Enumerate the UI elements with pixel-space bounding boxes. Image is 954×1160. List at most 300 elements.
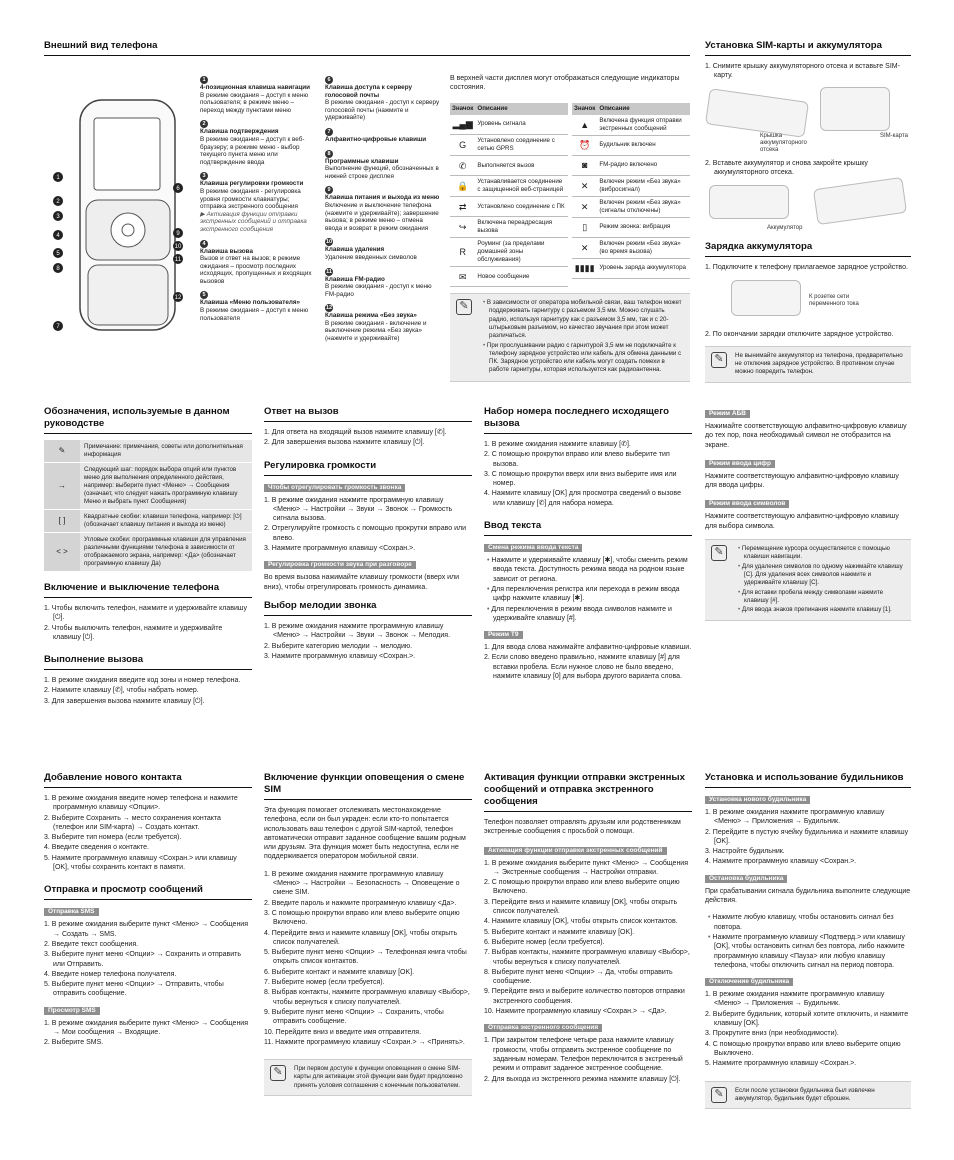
callout-text: В режиме ожидания - доступ к серверу голосовой почты (нажмите и удерживайте)	[325, 99, 440, 122]
section-heading: Обозначения, используемые в данном руководстве	[44, 406, 252, 434]
step-list	[264, 496, 472, 554]
list-item: 2. Выберите категорию мелодии → мелодию.	[264, 642, 413, 650]
callouts-left	[200, 76, 315, 328]
list-item: 4. Нажмите программную клавишу <Сохран.>.	[705, 858, 857, 866]
section-heading: Выполнение вызова	[44, 654, 252, 670]
list-item: 1. В режиме ожидания нажмите программную клавишу <Меню> → Настройки → Звуки → Звонок → Громкость сигнала вызова.	[264, 496, 453, 523]
callout-title: Клавиша режима «Без звука»	[325, 312, 417, 320]
step-list	[264, 870, 472, 1047]
callout-marker	[53, 172, 63, 182]
callout-text: В режиме ожидания – доступ к меню пользователя; в режиме меню – переход между пунктами меню	[200, 91, 309, 114]
note-icon: ✎	[711, 545, 727, 561]
list-item: 1. В режиме ожидания нажмите программную клавишу <Меню> → Настройки → Безопасность → Оповещение о смене SIM.	[264, 870, 460, 897]
callout-item	[200, 240, 315, 286]
list-item: 9. Перейдите вниз и выберите количество повторов отправки экстренного сообщения.	[484, 988, 685, 1005]
note-text: Если после установки будильника был извлечен аккумулятор, будильник будет сброшен.	[735, 1086, 875, 1102]
subsection-label: Активация функции отправки экстренных сообщений	[484, 847, 667, 855]
col-icon: Значок	[572, 103, 597, 115]
list-item: 3. Настройте будильник.	[705, 848, 785, 856]
callout-marker-number: 9	[176, 231, 180, 237]
list-item: 2. Перейдите в пустую ячейку будильника и нажмите клавишу [OK].	[705, 828, 909, 845]
subsection-label: Отправка SMS	[44, 908, 99, 916]
list-item: 2. С помощью прокрутки вправо или влево выберите опцию Включено.	[484, 879, 680, 896]
subsection-label: Режим ввода символов	[705, 500, 789, 508]
paragraph: Нажимайте соответствующую алфавитно-цифровую клавишу до тех пор, пока необходимый символ не отобразится на экране.	[705, 423, 907, 449]
list-item: 3. Прокрутите вниз (при необходимости).	[705, 1030, 839, 1038]
section-heading: Добавление нового контакта	[44, 772, 252, 788]
note-item: • Для ввода знаков препинания нажмите клавишу [1].	[735, 606, 905, 614]
callout-marker	[53, 248, 63, 258]
callout-title: Программные клавиши	[325, 157, 399, 165]
indicator-row	[450, 197, 568, 217]
callout-title: Алфавитно-цифровые клавиши	[325, 135, 427, 143]
callout-title: Клавиша доступа к серверу голосовой почты	[325, 84, 412, 99]
battery-icon: ▮▮▮▮	[572, 258, 597, 278]
column-text-modes	[705, 408, 911, 621]
step-list	[264, 622, 472, 661]
indicator-intro: В верхней части дисплея могут отображаться следующие индикаторы состояния.	[450, 75, 680, 92]
callout-marker	[173, 241, 183, 251]
indicator-desc: Включена переадресация вызова	[475, 217, 568, 238]
indicator-table-right	[572, 103, 690, 279]
section-heading: Ответ на вызов	[264, 406, 472, 422]
section-heading: Зарядка аккумулятора	[705, 241, 911, 257]
indicator-desc: Включен режим «Без звука» (во время вызова)	[597, 237, 690, 258]
callout-title: Клавиша FM-радио	[325, 275, 385, 283]
column-answer-volume	[264, 406, 472, 673]
callout-marker-number: 6	[176, 186, 180, 192]
indicator-desc: Уровень сигнала	[475, 115, 568, 135]
subsection-label: Отключение будильника	[705, 978, 793, 986]
note-icon: ✎	[711, 352, 727, 368]
callout-text: В режиме ожидания – доступ к меню пользователя	[200, 307, 309, 322]
step-list	[44, 676, 252, 706]
list-item: 2. Чтобы выключить телефон, нажмите и удерживайте клавишу [⏻].	[44, 624, 223, 641]
callout-marker-number: 5	[56, 251, 60, 257]
step-list	[44, 920, 252, 998]
note-item: • При прослушивании радио с гарнитурой 3,5 мм не подключайте к телефону зарядное устройство или кабель для обмена данными с ПК. Зарядное устройство или кабель могут создать помехи в работе гарнитуры, которая используется как радиоантенна.	[480, 342, 684, 375]
battery-illustration	[705, 177, 911, 239]
column-sos	[484, 772, 692, 1096]
charge-step: 2. По окончании зарядки отключите зарядное устройство.	[705, 331, 894, 339]
callout-title: Клавиша удаления	[325, 246, 385, 254]
indicators-section	[450, 74, 690, 382]
paragraph: Нажмите соответствующую алфавитно-цифровую клавишу для ввода цифры.	[705, 472, 899, 490]
list-item: 2. Нажмите клавишу [✆], чтобы набрать номер.	[44, 687, 199, 695]
note-item: • Для вставки пробела между символами нажмите клавишу [#].	[735, 589, 905, 606]
list-item: 5. Выберите пункт меню <Опции> → Телефонная книга чтобы открыть список контактов.	[264, 949, 467, 966]
callout-marker	[53, 321, 63, 331]
indicator-row	[572, 155, 690, 175]
step-list	[484, 859, 692, 1017]
charger-illustration	[705, 272, 911, 330]
headset-note	[450, 293, 690, 382]
indicator-row	[572, 237, 690, 258]
list-item: 10. Нажмите программную клавишу <Сохран.> → <Да>.	[484, 1008, 667, 1016]
callout-item	[325, 150, 440, 181]
silent-call-icon: ✕	[572, 237, 597, 258]
legend-symbol: [ ]	[44, 510, 80, 533]
list-item: 2. Выберите будильник, который хотите отключить, и нажмите клавишу [OK].	[705, 1010, 909, 1028]
callout-marker-number: 7	[56, 324, 60, 330]
sim-illustration	[705, 81, 911, 159]
vibration-icon: ▯	[572, 217, 597, 237]
callout-number: 6	[325, 76, 333, 84]
list-item: • Нажмите программную клавишу <Подтверд.> или клавишу [OK], чтобы остановить сигнал без повтора, либо нажмите программную клавишу <Пауза> или любую клавишу телефона, чтобы отключить сигнал на период повтора.	[705, 933, 911, 970]
message-icon: ✉	[450, 267, 475, 287]
step-list	[44, 1019, 252, 1048]
note-icon: ✎	[711, 1087, 727, 1103]
callout-text: В режиме ожидания – доступ к веб-браузеру; в режиме меню - выбор текущего пункта меню или подтверждение ввода	[200, 135, 305, 166]
list-item: 2. С помощью прокрутки вправо или влево выберите тип вызова.	[484, 451, 670, 468]
step-list	[484, 1036, 692, 1083]
fm-radio-icon: ◙	[572, 155, 597, 175]
column-alarms	[705, 772, 911, 1109]
note-box	[705, 539, 911, 621]
note-text: При первом доступе к функции оповещения о смене SIM-карты для активации этой функции вам будет предложено принять условия соглашения с конечным пользователем.	[294, 1065, 463, 1089]
callout-item	[325, 268, 440, 299]
legend-text: Угловые скобки: программные клавиши для управления различными функциями телефона в зависимости от отображаемого экрана, например: <Да> (обозначает программную клавишу Да)	[80, 533, 252, 572]
phone-diagram	[50, 90, 195, 340]
roaming-icon: R	[450, 238, 475, 267]
subsection-label: Отправка экстренного сообщения	[484, 1024, 602, 1032]
list-item: 3. С помощью прокрутки вправо или влево выберите опцию Включено.	[264, 909, 460, 927]
list-item: 6. Выберите номер (если требуется).	[484, 938, 605, 946]
section-heading: Установка и использование будильников	[705, 772, 911, 788]
callout-marker-number: 2	[56, 199, 60, 205]
label-outlet: К розетке сети переменного тока	[809, 294, 859, 308]
paragraph: Нажмите соответствующую алфавитно-цифровую клавишу для выбора символа.	[705, 513, 899, 530]
list-item: 1. Чтобы включить телефон, нажмите и удерживайте клавишу [⏻].	[44, 605, 248, 622]
indicator-desc: Уровень заряда аккумулятора	[597, 258, 690, 278]
callout-marker	[173, 183, 183, 193]
callouts-right	[325, 76, 440, 349]
callout-marker	[53, 196, 63, 206]
note-icon: ✎	[270, 1065, 286, 1081]
callout-text: В режиме ожидания - регулировка уровня громкости клавиатуры; отправка экстренного сообщения	[200, 187, 301, 211]
paragraph: Эта функция помогает отслеживать местонахождение телефона, если он был украден: если кто-то попытается использовать ваш телефон с другой SIM-картой, телефон автоматически отправит заданное сообщение вашим родным или друзьям. Эта функция может быть недоступна, если не поддерживается оператором мобильной связи.	[264, 807, 466, 861]
paragraph: Во время вызова нажимайте клавишу громкости (вверх или вниз), чтобы отрегулировать громкость динамика.	[264, 574, 460, 591]
indicator-desc: Включен режим «Без звука» (вибросигнал)	[597, 175, 690, 196]
list-item: 3. Выберите пункт меню <Опции> → Сохранить и отправить или Отправить.	[44, 951, 242, 968]
note-list	[735, 545, 905, 615]
sim-section	[705, 40, 911, 383]
column-redial-text	[484, 406, 692, 693]
indicator-row	[450, 135, 568, 156]
list-item: 1. В режиме ожидания нажмите программную клавишу <Меню> → Приложения → Будильник.	[705, 809, 885, 826]
symbols-legend	[44, 440, 252, 572]
note-item: • Для удаления символов по одному нажимайте клавишу [C]. Для удаления всех символов нажмите и удерживайте клавишу [C].	[735, 563, 905, 588]
list-item: 3. Нажмите программную клавишу <Сохран.>.	[264, 545, 416, 553]
step-list	[44, 604, 252, 642]
list-item: 10. Перейдите вниз и введите имя отправителя.	[264, 1028, 422, 1036]
list-item: 5. Выберите пункт меню <Опции> → Отправить, чтобы отправить сообщение.	[44, 981, 224, 998]
callout-item	[200, 291, 315, 322]
callout-item	[200, 76, 315, 114]
list-item: 9. Выберите пункт меню <Опции> → Сохранить, чтобы отправить сообщение.	[264, 1008, 444, 1026]
col-desc: Описание	[597, 103, 690, 115]
callout-number: 5	[200, 291, 208, 299]
indicator-row	[572, 135, 690, 155]
indicator-desc: Включен режим «Без звука» (сигналы отключены)	[597, 196, 690, 217]
column-contacts-messages	[44, 772, 252, 1060]
list-item: 1. В режиме ожидания введите номер телефона и нажмите программную клавишу <Опции>.	[44, 795, 238, 812]
list-item: 4. Нажмите клавишу [OK] для просмотра сведений о вызове или клавишу [✆] для набора номера.	[484, 490, 681, 507]
callout-item	[325, 304, 440, 342]
callout-number: 11	[326, 268, 332, 275]
list-item: 1. В режиме ожидания нажмите клавишу [✆].	[484, 441, 631, 448]
indicator-row	[450, 267, 568, 287]
callout-marker-number: 11	[174, 257, 182, 263]
list-item: 5. Нажмите программную клавишу <Сохран.> или клавишу [OK], чтобы сохранить контакт в памяти.	[44, 854, 237, 872]
list-item: 2. Выберите Сохранить → место сохранения контакта (телефон или SIM-карта) → Создать контакт.	[44, 814, 221, 831]
col-icon: Значок	[450, 103, 475, 115]
indicator-row	[450, 238, 568, 267]
list-item: 2. Выберите SMS.	[44, 1039, 104, 1047]
callout-number: 12	[325, 305, 333, 312]
subsection-label: Режим ввода цифр	[705, 460, 775, 468]
callout-item	[325, 76, 440, 122]
callout-marker	[53, 211, 63, 221]
label-cover: Крышка аккумуляторного отсека	[760, 132, 807, 153]
charger-note	[705, 346, 911, 383]
list-item: • Для переключения регистра или перехода в режим ввода цифр нажмите клавишу [✱].	[484, 585, 692, 604]
note-item: • Перемещение курсора осуществляется с помощью клавиши навигации.	[735, 545, 905, 562]
callout-number: 9	[325, 186, 333, 194]
list-item: 2. Введите текст сообщения.	[44, 940, 139, 948]
list-item: 1. В режиме ожидания нажмите программную клавишу <Меню> → Приложения → Будильник.	[705, 991, 885, 1008]
indicator-row	[450, 217, 568, 238]
callout-number: 4	[200, 240, 208, 248]
callout-item	[200, 120, 315, 166]
section-heading: Отправка и просмотр сообщений	[44, 884, 252, 900]
list-item: 2. Если слово введено правильно, нажмите клавишу [#] для вставки пробела. Если нужное слово не было введено, нажмите клавишу [0] для выбора другого варианта слова.	[484, 654, 682, 681]
callout-text: Удаление введенных символов	[325, 253, 417, 261]
indicator-desc: Роуминг (за пределами домашней зоны обслуживания)	[475, 238, 568, 267]
indicator-desc: Будильник включен	[597, 135, 690, 155]
list-item: 4. Перейдите вниз и нажмите клавишу [OK], чтобы открыть список получателей.	[264, 929, 458, 946]
subsection-label: Регулировка громкости звука при разговоре	[264, 561, 416, 569]
list-item: 3. Перейдите вниз и нажмите клавишу [OK], чтобы открыть список получателей.	[484, 898, 678, 916]
callout-number: 7	[325, 128, 333, 136]
section-heading: Выбор мелодии звонка	[264, 600, 472, 616]
callout-title: Клавиша вызова	[200, 247, 253, 255]
note-item: • В зависимости от оператора мобильной связи, ваш телефон может поддерживать гарнитуру с разъемом 3,5 мм. Можно слушать радио, используя гарнитуру как с разъемом 3,5 мм, так и с 20-штырьковым разъемом, но качество звучания при этом может различаться.	[480, 299, 684, 340]
step-list	[705, 913, 911, 970]
paragraph: Телефон позволяет отправлять друзьям или родственникам экстренные сообщения с просьбой о помощи.	[484, 819, 681, 836]
indicator-row	[450, 176, 568, 197]
list-item: 1. В режиме ожидания выберите пункт <Меню> → Сообщения → Создать → SMS.	[44, 921, 249, 938]
silent-vibrate-icon: ✕	[572, 175, 597, 196]
callout-text: Вызов и ответ на вызов; в режиме ожидания – просмотр последних исходящих, пропущенных и входящих вызовов	[200, 255, 312, 285]
list-item: 1. В режиме ожидания выберите пункт <Меню> → Сообщения → Экстренные сообщения → Настройки отправки.	[484, 859, 689, 876]
callout-item	[200, 172, 315, 233]
callout-number: 2	[200, 120, 208, 128]
indicator-row	[450, 156, 568, 176]
legend-row	[44, 510, 252, 533]
list-item: 4. Введите сведения о контакте.	[44, 844, 150, 852]
callout-item	[325, 128, 440, 144]
legend-row	[44, 533, 252, 572]
legend-row	[44, 440, 252, 463]
list-item: 7. Выбрав контакты, нажмите программную клавишу <Выбор>, чтобы вернуться к списку получателей.	[484, 949, 690, 966]
subsection-label: Остановка будильника	[705, 875, 787, 883]
list-item: 1. В режиме ожидания выберите пункт <Меню> → Сообщения → Мои сообщения → Входящие.	[44, 1019, 249, 1037]
legend-row	[44, 463, 252, 510]
sim-step: 2. Вставьте аккумулятор и снова закройте крышку аккумуляторного отсека.	[705, 159, 868, 176]
gprs-icon: G	[450, 135, 475, 156]
indicator-desc: Установлено соединение с сетью GPRS	[475, 135, 568, 156]
callout-text: В режиме ожидания - доступ к меню FM-радио	[325, 283, 432, 298]
label-battery: Аккумулятор	[767, 225, 803, 232]
callout-number: 3	[200, 172, 208, 180]
step-list	[705, 808, 911, 867]
list-item: 4. С помощью прокрутки вправо или влево выберите опцию Выключено.	[705, 1040, 901, 1057]
legend-text: Квадратные скобки: клавиши телефона, например: [⏻] (обозначает клавишу питания и выхода из меню)	[80, 510, 252, 533]
section-heading: Включение и выключение телефона	[44, 582, 252, 598]
call-icon: ✆	[450, 156, 475, 176]
list-item: 8. Выберите пункт меню <Опции> → Да, чтобы отправить сообщение.	[484, 968, 673, 986]
list-item: 3. Нажмите программную клавишу <Сохран.>.	[264, 652, 416, 660]
callout-marker-number: 4	[56, 233, 60, 239]
sos-icon: ▲	[572, 115, 597, 136]
list-item: • Нажмите любую клавишу, чтобы остановить сигнал без повтора.	[705, 913, 911, 932]
legend-symbol: →	[44, 463, 80, 510]
subsection-label: Установка нового будильника	[705, 796, 810, 804]
list-item: • Нажмите и удерживайте клавишу [✱], чтобы сменить режим ввода текста. Доступность режима ввода на родном языке зависит от региона.	[484, 556, 692, 584]
callout-marker	[173, 292, 183, 302]
note-box	[264, 1059, 472, 1096]
section-heading: Активация функции отправки экстренных сообщений и отправка экстренного сообщения	[484, 772, 692, 812]
step-list	[44, 794, 252, 872]
list-item: 1. При закрытом телефоне четыре раза нажмите клавишу громкости, чтобы отправить экстренное сообщение по заданным номерам. Телефон переключится в экстренный режим и отправит заданное экстренное сообщение.	[484, 1037, 683, 1073]
legend-text: Примечание: примечания, советы или дополнительная информация	[80, 440, 252, 463]
indicator-row	[572, 217, 690, 237]
sim-step: 1. Снимите крышку аккумуляторного отсека и вставьте SIM-карту.	[705, 63, 900, 80]
step-list	[484, 643, 692, 681]
list-item: 6. Выберите контакт и нажмите клавишу [OK].	[264, 968, 415, 976]
section-heading: Установка SIM-карты и аккумулятора	[705, 40, 911, 56]
list-item: 2. Для завершения вызова нажмите клавишу [⏻].	[264, 439, 425, 447]
callout-marker-number: 12	[174, 295, 182, 301]
indicator-row	[450, 115, 568, 135]
list-item: 8. Выбрав контакты, нажмите программную клавишу <Выбор>, чтобы вернуться к списку получателей.	[264, 989, 470, 1006]
section-heading: Включение функции оповещения о смене SIM	[264, 772, 472, 800]
callout-number: 8	[325, 150, 333, 158]
call-forward-icon: ↪	[450, 217, 475, 238]
alarm-icon: ⏰	[572, 135, 597, 155]
callout-title: Клавиша «Меню пользователя»	[200, 299, 301, 307]
subsection-label: Режим T9	[484, 631, 523, 639]
list-item: 1. Для ответа на входящий вызов нажмите клавишу [✆].	[264, 429, 447, 436]
indicator-desc: Режим звонка: вибрация	[597, 217, 690, 237]
list-item: 2. Введите пароль и нажмите программную клавишу <Да>.	[264, 899, 457, 907]
legend-symbol: < >	[44, 533, 80, 572]
callout-title: Клавиша регулировки громкости	[200, 180, 304, 188]
subsection-label: Просмотр SMS	[44, 1007, 100, 1015]
paragraph: При срабатывании сигнала будильника выполните следующие действия.	[705, 887, 911, 905]
step-list	[484, 440, 692, 508]
indicator-desc: Включена функция отправки экстренных сообщений	[597, 115, 690, 136]
section-heading: Ввод текста	[484, 520, 692, 536]
step-list	[705, 990, 911, 1068]
list-item: 4. Нажмите клавишу [OK], чтобы открыть список контактов.	[484, 918, 678, 926]
indicator-desc: Устанавливается соединение с защищенной веб-страницей	[475, 176, 568, 197]
list-item: 7. Выберите номер (если требуется).	[264, 979, 385, 987]
callout-marker-number: 10	[174, 244, 182, 250]
callout-text: Выполнение функций, обозначенных в нижней строке дисплея	[325, 165, 439, 180]
callout-marker-number: 3	[56, 214, 60, 220]
list-item: 2. Для выхода из экстренного режима нажмите клавишу [⏻].	[484, 1075, 681, 1083]
callout-marker	[173, 254, 183, 264]
indicator-row	[572, 196, 690, 217]
callout-marker	[53, 230, 63, 240]
section-heading: Набор номера последнего исходящего вызова	[484, 406, 692, 434]
list-item: 3. С помощью прокрутки вверх или вниз выберите имя или номер.	[484, 470, 677, 488]
callout-text: Включение и выключение телефона (нажмите и удерживайте); завершение вызова; в режиме меню – отмена ввода и возврат в режим ожидания	[325, 201, 439, 232]
callout-marker	[53, 263, 63, 273]
list-item: 1. В режиме ожидания нажмите программную клавишу <Меню> → Настройки → Звуки → Звонок → Мелодия.	[264, 622, 451, 640]
appearance-section	[44, 40, 690, 62]
legend-text: Следующий шаг: порядок выбора опций или пунктов меню для выполнения определенного действия, например: выберите пункт <Меню> → Сообщения (означает, что следует нажать программную клавишу Меню и выбрать пункт Сообщения)	[80, 463, 252, 510]
callout-number: 10	[325, 239, 333, 246]
callout-number: 1	[200, 76, 208, 84]
list-item: 2. Отрегулируйте громкость с помощью прокрутки вправо или влево.	[264, 525, 466, 542]
subsection-label: Чтобы отрегулировать громкость звонка	[264, 484, 405, 492]
step-list	[484, 556, 692, 623]
callout-item	[325, 238, 440, 261]
col-desc: Описание	[475, 103, 568, 115]
list-item: 5. Выберите контакт и нажмите клавишу [OK].	[484, 928, 635, 936]
note-box	[705, 1081, 911, 1110]
step-list	[264, 428, 472, 448]
note-text: Не вынимайте аккумулятор из телефона, предварительно не отключив зарядное устройство. В противном случае можно повредить телефон.	[735, 351, 903, 376]
list-item: 5. Нажмите программную клавишу <Сохран.>.	[705, 1060, 857, 1068]
indicator-desc: Установлено соединение с ПК	[475, 197, 568, 217]
list-item: 1. Для ввода слова нажимайте алфавитно-цифровые клавиши.	[484, 644, 692, 652]
list-item: 11. Нажмите программную клавишу <Сохран.> → <Принять>.	[264, 1038, 465, 1046]
subsection-label: Режим АБВ	[705, 410, 750, 418]
indicator-desc: FM-радио включено	[597, 155, 690, 175]
callout-title: Клавиша подтверждения	[200, 128, 279, 136]
callout-marker-number: 8	[56, 266, 60, 272]
callout-link: ▶ Активация функции отправки экстренных сообщений и отправка экстренного сообщения	[200, 210, 307, 233]
callout-text: В режиме ожидания - включение и выключение режима «Без звука» (нажмите и удерживайте)	[325, 319, 427, 343]
section-heading: Внешний вид телефона	[44, 40, 690, 56]
section-heading: Регулировка громкости	[264, 460, 472, 476]
list-item: 4. Введите номер телефона получателя.	[44, 970, 177, 978]
indicator-row	[572, 175, 690, 196]
indicator-row	[572, 115, 690, 136]
secure-web-icon: 🔒	[450, 176, 475, 197]
callout-title: 4-позиционная клавиша навигации	[200, 84, 311, 91]
list-item: • Для переключения в режим ввода символов нажмите и удерживайте клавишу [#].	[484, 605, 692, 624]
callout-item	[325, 186, 440, 232]
callout-marker-number: 1	[56, 175, 60, 181]
subsection-label: Смена режима ввода текста	[484, 544, 582, 552]
callout-title: Клавиша питания и выхода из меню	[325, 194, 440, 202]
legend-symbol: ✎	[44, 440, 80, 463]
charge-step: 1. Подключите к телефону прилагаемое зарядное устройство.	[705, 264, 908, 272]
callout-marker	[173, 228, 183, 238]
list-item: 3. Для завершения вызова нажмите клавишу [⏻].	[44, 697, 205, 705]
indicator-desc: Новое сообщение	[475, 267, 568, 287]
indicator-row	[572, 258, 690, 278]
list-item: 1. В режиме ожидания введите код зоны и номер телефона.	[44, 677, 241, 685]
note-icon: ✎	[456, 299, 472, 315]
column-sim-alert	[264, 772, 472, 1096]
list-item: 3. Выберите тип номера (если требуется).	[44, 834, 182, 842]
